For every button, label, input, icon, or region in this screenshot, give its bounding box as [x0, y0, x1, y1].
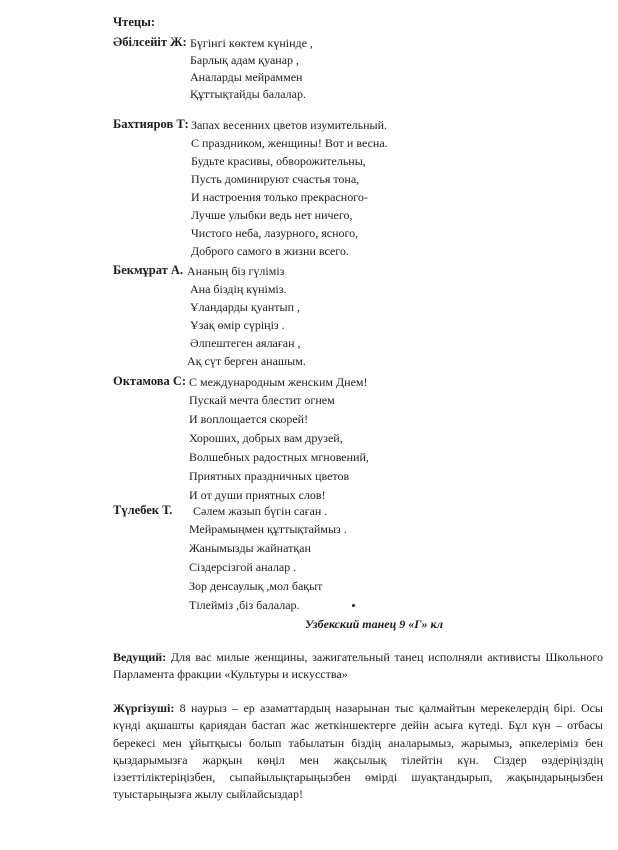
poem-line: Жанымызды жайнатқан [189, 541, 311, 555]
host-kz-paragraph [113, 700, 603, 804]
poem-line: Құттықтайды балалар. [190, 87, 306, 101]
poem-line: Ұзақ өмір сүріңіз . [190, 318, 285, 332]
poem-line: Лучше улыбки ведь нет ничего, [191, 208, 353, 222]
poem-line: Әлпештеген аялаған , [190, 336, 301, 350]
speaker-name: Түлебек Т. [113, 503, 173, 517]
poem-line: Пусть доминируют счастья тона, [191, 172, 360, 186]
poem-line: Барлық адам қуанар , [190, 53, 300, 67]
host-ru-paragraph [113, 649, 603, 684]
poem-line: Тілейміз ,біз балалар. [189, 598, 300, 612]
host-ru-label: Ведущий: [113, 650, 167, 664]
poem-line: С международным женским Днем! [189, 375, 368, 389]
poem-line: Приятных праздничных цветов [189, 469, 350, 483]
poem-line: Ұландарды қуантып , [190, 300, 300, 314]
host-kz-label: Жүргізуші: [113, 701, 175, 715]
poem-line: Сіздерсізгой аналар . [189, 560, 297, 574]
dance-title: Узбекский танец 9 «Г» кл [304, 617, 444, 631]
poem-line: И настроения только прекрасного- [191, 190, 368, 204]
section-title: Чтецы: [113, 15, 155, 29]
poem-line: Хороших, добрых вам друзей, [189, 431, 343, 445]
poem-line: Ана біздің күніміз. [190, 282, 287, 296]
poem-line: Аналарды мейраммен [190, 70, 303, 84]
speaker-name: Бекмұрат А. [113, 263, 184, 277]
poem-line: Мейрамыңмен құттықтаймыз . [189, 522, 347, 536]
poem-line: Чистого неба, лазурного, ясного, [191, 226, 359, 240]
poem-line: Запах весенних цветов изумительный. [191, 118, 388, 132]
poem-line: Пускай мечта блестит огнем [189, 393, 335, 407]
poem-line: Сәлем жазып бүгін саған . [193, 504, 328, 518]
poem-line: Будьте красивы, обворожительны, [191, 154, 366, 168]
poem-line: И от души приятных слов! [189, 488, 326, 502]
poem-line: Ақ сүт берген анашым. [187, 354, 306, 368]
poem-line: И воплощается скорей! [189, 412, 309, 426]
poem-line: Зор денсаулық ,мол бақыт [189, 579, 323, 593]
poem-line: Волшебных радостных мгновений, [189, 450, 369, 464]
speaker-name: Октамова С: [113, 374, 187, 388]
speaker-name: Әбілсейіт Ж: [113, 35, 187, 49]
dance-heading [0, 617, 618, 632]
host-ru-text: Для вас милые женщины, зажигательный танец исполняли активисты Школьного Парламента фракции «Культуры и искусства» [113, 650, 603, 682]
poem-line: С праздником, женщины! Вот и весна. [191, 136, 388, 150]
ink-dot [352, 604, 355, 607]
poem-line: Бүгінгі көктем күнінде , [190, 36, 313, 50]
host-kz-text: 8 наурыз – ер азаматтардың назарынан тыс қалмайтын мерекелердің бірі. Осы күнді ақшашты қариядан бастап жас жеткіншектерге дейін асыға күтеді. Бұл күн – отбасы берекесі мен ұйытқысы болып табылатын біздің аналарымыз, жарымыз, әпкелеріміз бен қыздарымызға жарқын көңіл мен жақсылық тілейтін күн. Сіздер өздеріңіздің іззеттіліктеріңізбен, сыпайылықтарыңызбен өмірді шуақтандырып, жақындарыңызбен туыстарыңызға жылу сыйлайсыздар! [113, 701, 603, 802]
poem-line: Доброго самого в жизни всего. [191, 244, 349, 258]
speaker-name: Бахтияров Т: [113, 117, 189, 131]
poem-line: Ананың біз гүліміз [187, 264, 285, 278]
